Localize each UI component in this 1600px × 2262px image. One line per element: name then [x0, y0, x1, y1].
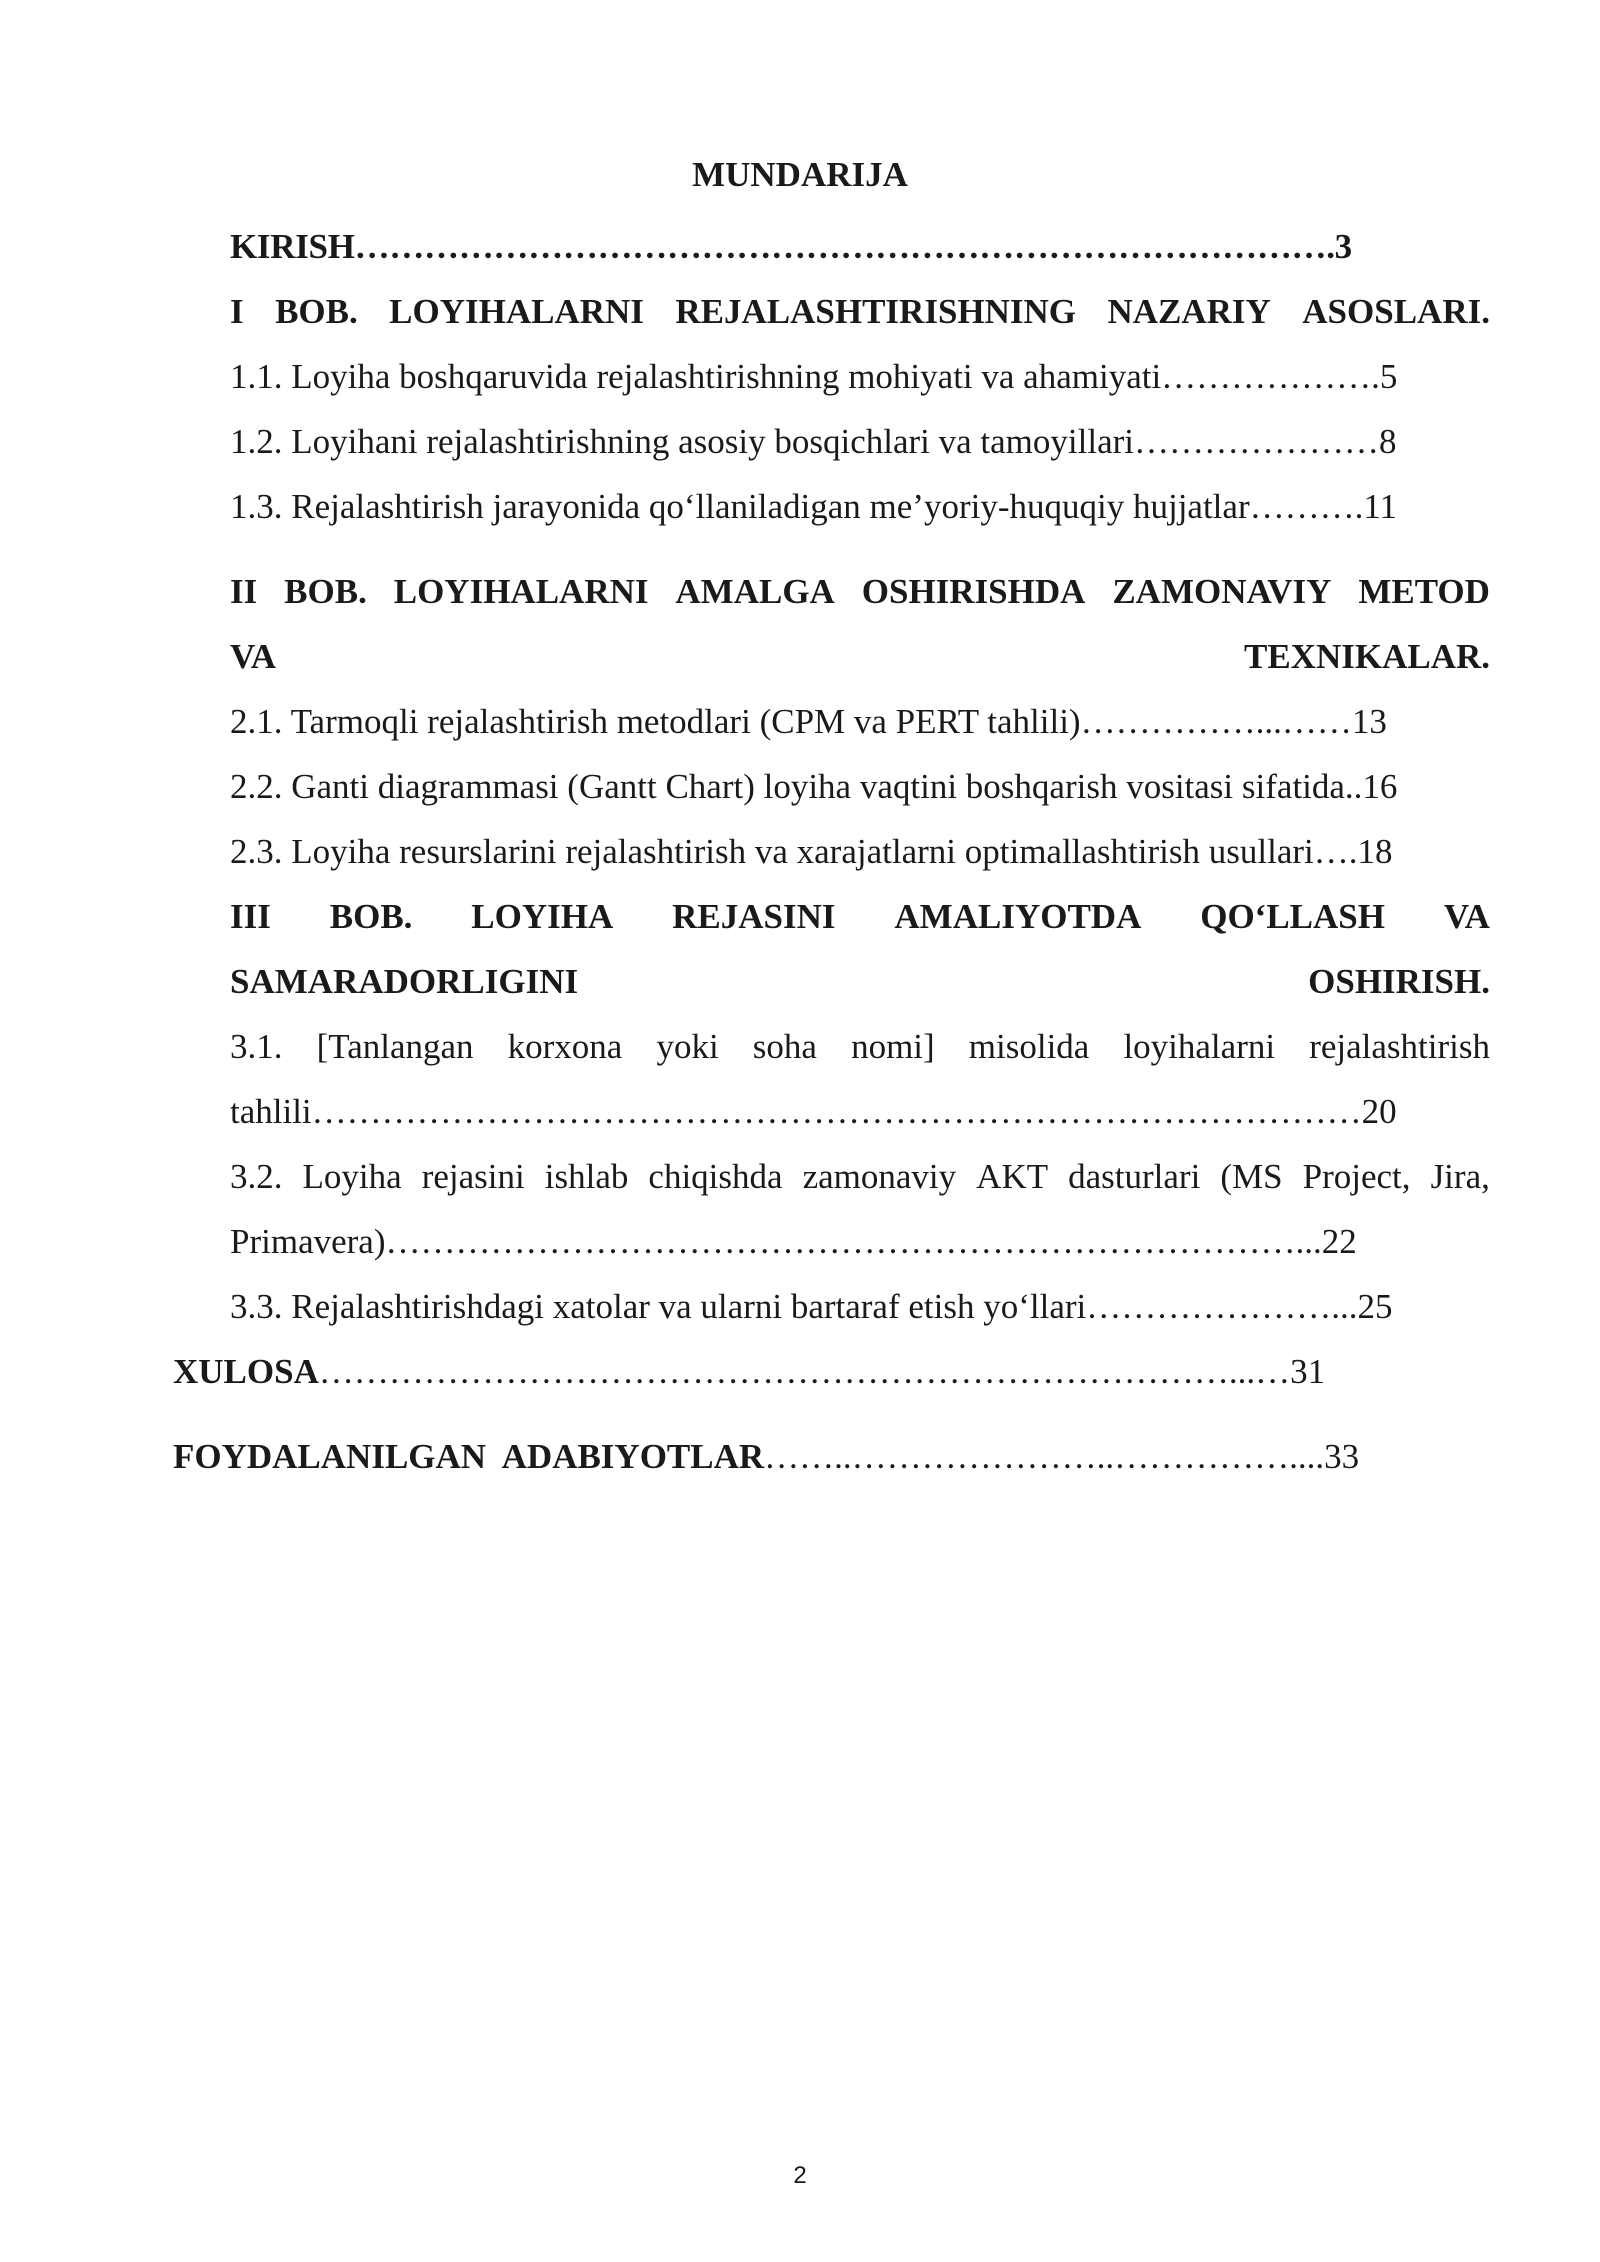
- word: yoki: [656, 1027, 719, 1066]
- word: loyihalarni: [1123, 1027, 1276, 1066]
- toc-title: MUNDARIJA: [692, 155, 908, 194]
- word: OSHIRISH.: [1308, 962, 1490, 1001]
- toc-section-3-2-line-2[interactable]: Primavera)……………………………………………………………………...22: [230, 1222, 1357, 1261]
- page-number: 2: [793, 2162, 807, 2189]
- word: rejalashtirish: [1309, 1027, 1490, 1066]
- word: Loyiha: [302, 1157, 402, 1196]
- word: chiqishda: [648, 1157, 783, 1196]
- word: ZAMONAVIY: [1112, 572, 1332, 611]
- word: LOYIHA: [471, 897, 614, 936]
- word: soha: [752, 1027, 817, 1066]
- word: METOD: [1358, 572, 1490, 611]
- word: LOYIHALARNI: [389, 292, 644, 331]
- toc-entry-foydalanilgan-adabiyotlar[interactable]: [173, 1435, 1359, 1479]
- toc-section-3-3[interactable]: 3.3. Rejalashtirishdagi xatolar va ularni bartaraf etish yo‘llari…………………...25: [230, 1287, 1393, 1326]
- toc-section-1-2[interactable]: 1.2. Loyihani rejalashtirishning asosiy bosqichlari va tamoyillari…………………8: [230, 422, 1397, 461]
- toc-section-1-1[interactable]: 1.1. Loyiha boshqaruvida rejalashtirishning mohiyati va ahamiyati……………….5: [230, 357, 1398, 396]
- word: BOB.: [329, 897, 413, 936]
- xulosa-leader: ……………………………………………………………………...…31: [318, 1352, 1326, 1391]
- toc-section-2-3[interactable]: 2.3. Loyiha resurslarini rejalashtirish va xarajatlarni optimallashtirish usullari….18: [230, 832, 1393, 871]
- toc-section-2-2[interactable]: 2.2. Ganti diagrammasi (Gantt Chart) loyiha vaqtini boshqarish vositasi sifatida..16: [230, 767, 1398, 806]
- word: dasturlari: [1068, 1157, 1201, 1196]
- word: AMALGA: [675, 572, 835, 611]
- word: (MS: [1220, 1157, 1283, 1196]
- toc-section-3-2-line-1[interactable]: [230, 1155, 1490, 1199]
- word: 3.2.: [230, 1157, 283, 1196]
- word: VA: [1443, 897, 1490, 936]
- word: 3.1.: [230, 1027, 283, 1066]
- word: LOYIHALARNI: [393, 572, 649, 611]
- word: TEXNIKALAR.: [1243, 637, 1490, 676]
- word: nomi]: [851, 1027, 935, 1066]
- toc-chapter-1[interactable]: [230, 290, 1490, 334]
- word: REJASINI: [672, 897, 836, 936]
- word: NAZARIY: [1107, 292, 1271, 331]
- toc-section-1-3[interactable]: 1.3. Rejalashtirish jarayonida qo‘llaniladigan me’yoriy-huquqiy hujjatlar……….11: [230, 487, 1398, 526]
- word: REJALASHTIRISHNING: [675, 292, 1077, 331]
- word: rejasini: [421, 1157, 525, 1196]
- toc-entry-kirish[interactable]: KIRISH………………………………………………………………………….3: [230, 227, 1352, 266]
- word: AMALIYOTDA: [894, 897, 1142, 936]
- toc-chapter-3-line-2[interactable]: [230, 960, 1490, 1004]
- word: VA: [230, 637, 277, 676]
- foydalanilgan-label: FOYDALANILGAN ADABIYOTLAR: [173, 1437, 765, 1476]
- word: QO‘LLASH: [1200, 897, 1385, 936]
- word: SAMARADORLIGINI: [230, 962, 579, 1001]
- word: [Tanlangan: [316, 1027, 474, 1066]
- word: misolida: [968, 1027, 1090, 1066]
- toc-section-3-1-line-1[interactable]: [230, 1025, 1490, 1069]
- word: I: [230, 292, 244, 331]
- word: BOB.: [275, 292, 358, 331]
- word: II: [230, 572, 258, 611]
- word: Jira,: [1430, 1157, 1490, 1196]
- xulosa-label: XULOSA: [173, 1352, 319, 1391]
- word: BOB.: [284, 572, 367, 611]
- foydalanilgan-leader: ……..…………………..……………....33: [764, 1437, 1360, 1476]
- word: III: [230, 897, 271, 936]
- word: Project,: [1302, 1157, 1411, 1196]
- word: zamonaviy: [802, 1157, 957, 1196]
- word: ASOSLARI.: [1302, 292, 1490, 331]
- word: ishlab: [544, 1157, 629, 1196]
- toc-chapter-2-line-1[interactable]: [230, 570, 1490, 614]
- toc-section-2-1[interactable]: 2.1. Tarmoqli rejalashtirish metodlari (CPM va PERT tahlili)……………...……13: [230, 702, 1387, 741]
- toc-entry-xulosa[interactable]: [173, 1350, 1325, 1394]
- word: OSHIRISHDA: [861, 572, 1086, 611]
- toc-chapter-2-line-2[interactable]: [230, 635, 1490, 679]
- toc-section-3-1-line-2[interactable]: tahlili………………………………………………………………………………20: [230, 1092, 1397, 1131]
- word: AKT: [976, 1157, 1049, 1196]
- toc-chapter-3-line-1[interactable]: [230, 895, 1490, 939]
- word: korxona: [507, 1027, 623, 1066]
